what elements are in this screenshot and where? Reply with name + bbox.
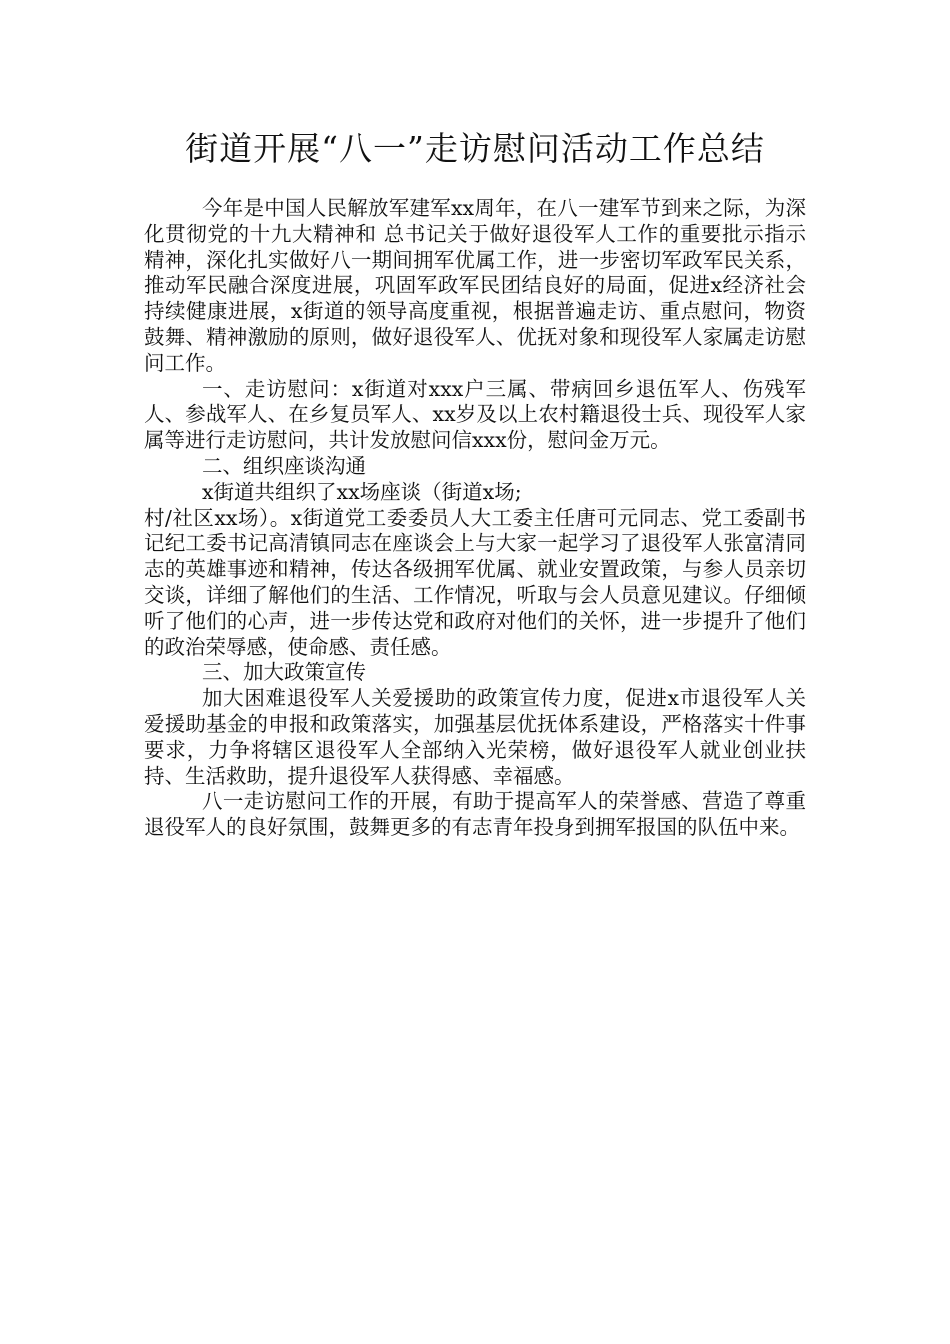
paragraph-policy: 加大困难退役军人关爱援助的政策宣传力度，促进x市退役军人关爱援助基金的申报和政策落实，加强基层优抚体系建设，严格落实十件事要求，力争将辖区退役军人全部纳入光荣榜，做好退役军人就业创业扶持、生活救助，提升退役军人获得感、幸福感。 — [144, 686, 806, 788]
paragraph-intro: 今年是中国人民解放军建军xx周年，在八一建军节到来之际，为深化贯彻党的十九大精神和 总书记关于做好退役军人工作的重要批示指示精神，深化扎实做好八一期间拥军优属工作，进一步密切军政军民关系，推动军民融合深度进展，巩固军政军民团结良好的局面，促进x经济社会持续健康进展，x街道的领导高度重视，根据普遍走访、重点慰问，物资鼓舞、精神激励的原则，做好退役军人、优抚对象和现役军人家属走访慰问工作。 — [144, 196, 806, 375]
paragraph-conclusion: 八一走访慰问工作的开展，有助于提高军人的荣誉感、营造了尊重退役军人的良好氛围，鼓舞更多的有志青年投身到拥军报国的队伍中来。 — [144, 789, 806, 840]
section-heading-2: 二、组织座谈沟通 — [202, 453, 366, 478]
paragraph-meetings-count: x街道共组织了xx场座谈（街道x场; — [202, 479, 522, 504]
paragraph-section-1: 一、走访慰问：x街道对xxx户三属、带病回乡退伍军人、伤残军人、参战军人、在乡复员军人、xx岁及以上农村籍退役士兵、现役军人家属等进行走访慰问，共计发放慰问信xxx份，慰问金万元。 — [144, 376, 806, 453]
document-title: 街道开展“八一”走访慰问活动工作总结 — [185, 129, 765, 168]
section-heading-3: 三、加大政策宣传 — [202, 660, 366, 685]
document-body — [144, 196, 806, 841]
paragraph-meetings-detail: 村/社区xx场）。x街道党工委委员人大工委主任唐可元同志、党工委副书记纪工委书记高清镇同志在座谈会上与大家一起学习了退役军人张富清同志的英雄事迹和精神，传达各级拥军优属、就业安置政策，与参人员亲切交谈，详细了解他们的生活、工作情况，听取与会人员意见建议。仔细倾听了他们的心声，进一步传达党和政府对他们的关怀，进一步提升了他们的政治荣辱感，使命感、责任感。 — [144, 505, 806, 659]
